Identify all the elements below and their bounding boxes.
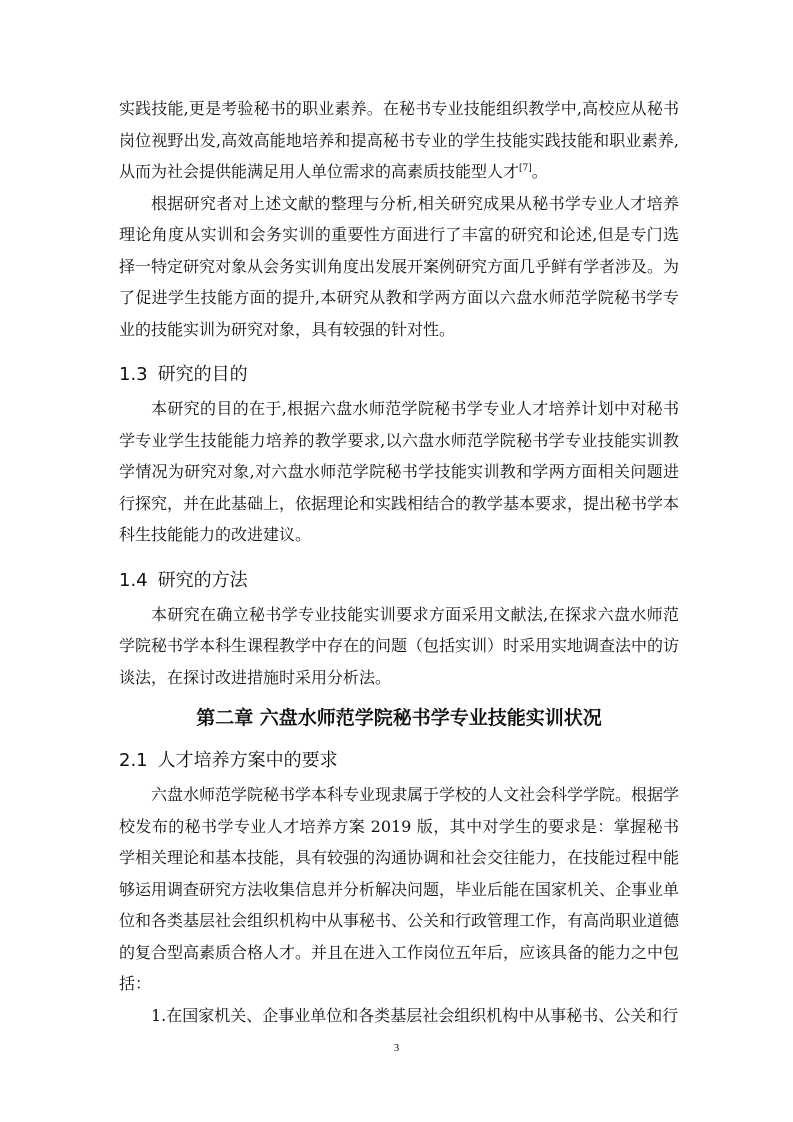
section-number: 2.1 (119, 750, 148, 771)
section-number: 1.4 (119, 569, 148, 591)
paragraph-end: 。 (531, 162, 548, 181)
paragraph-continuation (119, 93, 679, 188)
chapter-heading: 第二章 六盘水师范学院秘书学专业技能实训状况 (196, 707, 602, 729)
citation-superscript: [7] (519, 163, 532, 174)
section-title: 研究的目的 (157, 364, 248, 385)
section-title: 研究的方法 (157, 569, 248, 591)
section-2-1-body: 六盘水师范学院秘书学本科专业现隶属于学校的人文社会科学学院。根据学校发布的秘书学专业人才培养方案 2019 版，其中对学生的要求是：掌握秘书学相关理论和基本技能，具有较强的沟通协调和社会交往能力，在技能过程中能够运用调查研究方法收集信息并分析解决问题，毕业后能在国家机关、企事业单位和各类基层社会组织机构中从事秘书、公关和行政管理工作，有高尚职业道德的复合型高素质合格人才。并且在进入工作岗位五年后，应该具备的能力之中包括： (119, 785, 680, 993)
paragraph-literature-summary: 根据研究者对上述文献的整理与分析,相关研究成果从秘书学专业人才培养理论角度从实训和会务实训的重要性方面进行了丰富的研究和论述,但是专门选择一特定研究对象从会务实训角度出发展开案例研究方面几乎鲜有学者涉及。为了促进学生技能方面的提升,本研究从教和学两方面以六盘水师范学院秘书学专业的技能实训为研究对象，具有较强的针对性。 (119, 193, 680, 339)
paragraph-text: 实践技能,更是考验秘书的职业素养。在秘书专业技能组织教学中,高校应从秘书岗位视野出发,高效高能地培养和提高秘书专业的学生技能实践技能和职业素养,从而为社会提供能满足用人单位需求的高素质技能型人才 (119, 99, 679, 181)
section-title: 人才培养方案中的要求 (157, 750, 338, 771)
section-heading-1-4 (119, 569, 679, 593)
section-1-4-body: 本研究在确立秘书学专业技能实训要求方面采用文献法,在探求六盘水师范学院秘书学本科生课程教学中存在的问题（包括实训）时采用实地调查法中的访谈法，在探讨改进措施时采用分析法。 (119, 604, 680, 687)
list-item: 1.在国家机关、企事业单位和各类基层社会组织机构中从事秘书、公关和行 (151, 1005, 679, 1025)
section-number: 1.3 (119, 364, 148, 385)
section-heading-2-1 (119, 749, 679, 773)
section-heading-1-3 (119, 363, 679, 387)
page-content (119, 93, 679, 1031)
page-number: 3 (393, 1042, 400, 1054)
section-1-3-body: 本研究的目的在于,根据六盘水师范学院秘书学专业人才培养计划中对秘书学专业学生技能能力培养的教学要求,以六盘水师范学院秘书学专业技能实训教学情况为研究对象,对六盘水师范学院秘书学技能实训教和学两方面相关问题进行探究，并在此基础上，依据理论和实践相结合的教学基本要求，提出秘书学本科生技能能力的改进建议。 (119, 399, 680, 544)
